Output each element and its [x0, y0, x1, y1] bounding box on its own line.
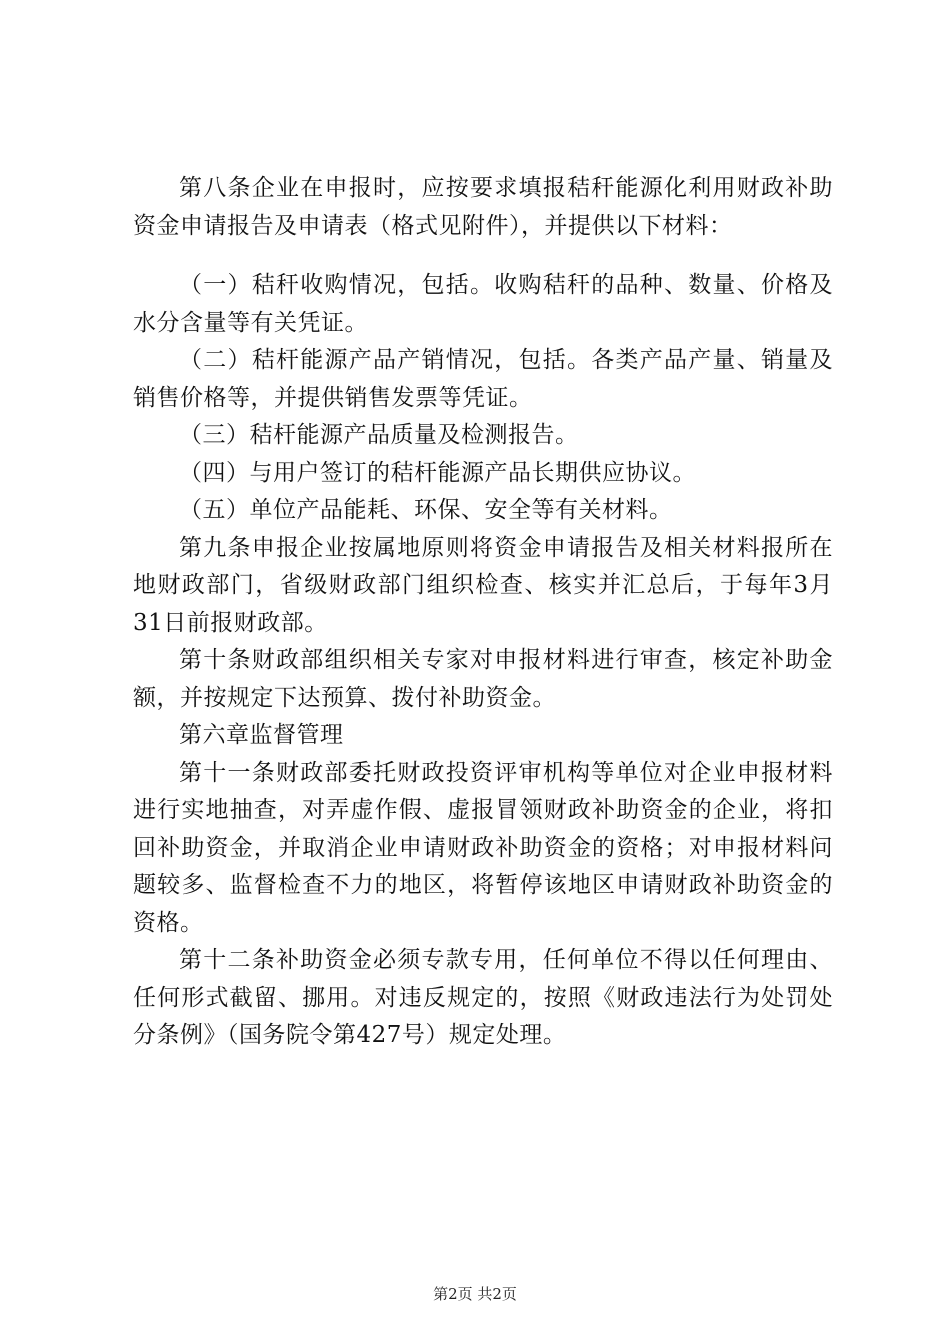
article-10-paragraph: 第十条财政部组织相关专家对申报材料进行审查，核定补助金额，并按规定下达预算、拨付补助资金。	[133, 647, 833, 711]
article-9-paragraph: 第九条申报企业按属地原则将资金申请报告及相关材料报所在地财政部门，省级财政部门组织检查、核实并汇总后，于每年3月31日前报财政部。	[133, 534, 833, 636]
item-5-paragraph: （五）单位产品能耗、环保、安全等有关材料。	[179, 497, 673, 523]
item-1-paragraph: （一）秸秆收购情况，包括。收购秸秆的品种、数量、价格及水分含量等有关凭证。	[133, 272, 833, 336]
item-4-paragraph: （四）与用户签订的秸杆能源产品长期供应协议。	[179, 459, 696, 486]
item-3-paragraph: （三）秸杆能源产品质量及检测报告。	[179, 422, 579, 448]
document-body	[133, 170, 833, 1055]
article-8-paragraph: 第八条企业在申报时，应按要求填报秸秆能源化利用财政补助资金申请报告及申请表（格式见附件），并提供以下材料：	[133, 175, 833, 239]
article-12-paragraph: 第十二条补助资金必须专款专用，任何单位不得以任何理由、任何形式截留、挪用。对违反规定的，按照《财政违法行为处罚处分条例》（国务院令第427号）规定处理。	[133, 947, 833, 1048]
article-11-paragraph: 第十一条财政部委托财政投资评审机构等单位对企业申报材料进行实地抽查，对弄虚作假、虚报冒领财政补助资金的企业，将扣回补助资金，并取消企业申请财政补助资金的资格；对申报材料问题较多、监督检查不力的地区，将暂停该地区申请财政补助资金的资格。	[133, 759, 833, 936]
page-footer: 第2页 共2页	[433, 1285, 517, 1303]
chapter-6-heading: 第六章监督管理	[179, 722, 344, 748]
item-2-paragraph: （二）秸杆能源产品产销情况，包括。各类产品产量、销量及销售价格等，并提供销售发票等凭证。	[133, 347, 833, 411]
